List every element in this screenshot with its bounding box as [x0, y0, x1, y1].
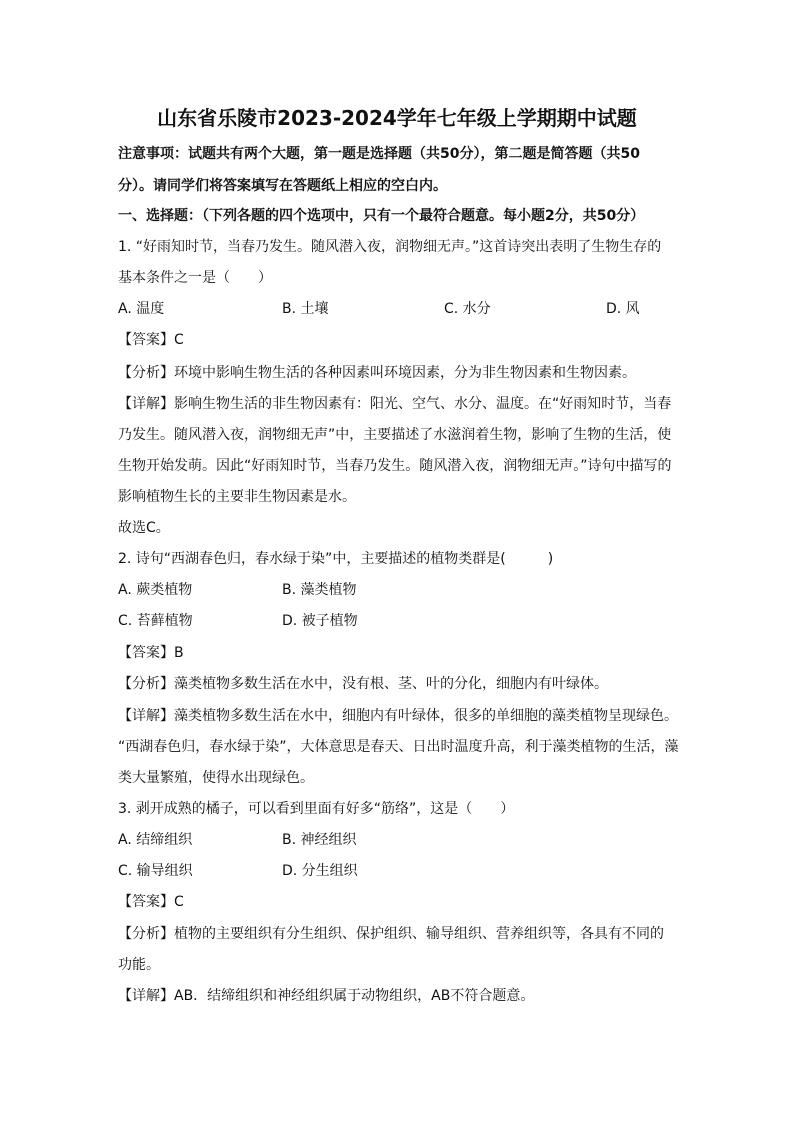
q2-option-b: B. 藻类植物 [282, 582, 357, 598]
q1-detail-line-4: 影响植物生长的主要非生物因素是水。 [118, 489, 356, 505]
q2-detail-line-3: 类大量繁殖，使得水出现绿色。 [118, 770, 314, 786]
q2-answer: 【答案】B [118, 645, 184, 661]
notice-line-2: 分）。请同学们将答案填写在答题纸上相应的空白内。 [118, 178, 447, 194]
q2-option-a: A. 蕨类植物 [118, 582, 193, 598]
q2-detail-line-1: 【详解】藻类植物多数生活在水中，细胞内有叶绿体，很多的单细胞的藻类植物呈现绿色。 [118, 708, 678, 724]
q2-option-d: D. 被子植物 [282, 613, 358, 629]
q2-analysis: 【分析】藻类植物多数生活在水中，没有根、茎、叶的分化，细胞内有叶绿体。 [118, 676, 608, 692]
page-title: 山东省乐陵市2023-2024学年七年级上学期期中试题 [157, 106, 637, 130]
q2-option-c: C. 苔藓植物 [118, 613, 193, 629]
q1-stem-line-2: 基本条件之一是（ ） [118, 270, 272, 286]
q3-answer: 【答案】C [118, 894, 184, 910]
q1-detail-line-3: 生物开始发萌。因此“好雨知时节，当春乃发生。随风潜入夜，润物细无声。”诗句中描写的 [118, 458, 672, 474]
q1-option-c: C. 水分 [444, 301, 491, 317]
q1-detail-line-2: 乃发生。随风潜入夜，润物细无声”中，主要描述了水滋润着生物，影响了生物的生活，使 [118, 427, 672, 443]
q1-option-b: B. 土壤 [282, 301, 329, 317]
q3-option-a: A. 结缔组织 [118, 832, 193, 848]
notice-line-1: 注意事项：试题共有两个大题，第一题是选择题（共50分），第二题是简答题（共50 [118, 146, 640, 162]
q1-option-d: D. 风 [606, 301, 640, 317]
q3-option-d: D. 分生组织 [282, 863, 358, 879]
q1-answer: 【答案】C [118, 332, 184, 348]
q3-option-b: B. 神经组织 [282, 832, 357, 848]
q3-stem: 3. 剥开成熟的橘子，可以看到里面有好多“筋络”，这是（ ） [118, 801, 515, 817]
q1-stem-line-1: 1. “好雨知时节，当春乃发生。随风潜入夜，润物细无声。”这首诗突出表明了生物生存的 [118, 239, 662, 255]
q2-stem: 2. 诗句“西湖春色归，春水绿于染”中，主要描述的植物类群是( ) [118, 551, 554, 567]
q1-detail-line-1: 【详解】影响生物生活的非生物因素有：阳光、空气、水分、温度。在“好雨知时节，当春 [118, 396, 672, 412]
q1-conclusion: 故选C。 [118, 520, 170, 536]
q3-analysis-line-1: 【分析】植物的主要组织有分生组织、保护组织、输导组织、营养组织等，各具有不同的 [118, 926, 664, 942]
q1-option-a: A. 温度 [118, 301, 165, 317]
q3-option-c: C. 输导组织 [118, 863, 193, 879]
q3-analysis-line-2: 功能。 [118, 957, 160, 973]
section-heading: 一、选择题：（下列各题的四个选项中，只有一个最符合题意。每小题2分，共50分） [118, 208, 645, 224]
q3-detail: 【详解】AB．结缔组织和神经组织属于动物组织，AB不符合题意。 [118, 988, 535, 1004]
q1-analysis: 【分析】环境中影响生物生活的各种因素叫环境因素，分为非生物因素和生物因素。 [118, 365, 636, 381]
q2-detail-line-2: “西湖春色归，春水绿于染”，大体意思是春天、日出时温度升高，利于藻类植物的生活，藻 [118, 739, 679, 755]
